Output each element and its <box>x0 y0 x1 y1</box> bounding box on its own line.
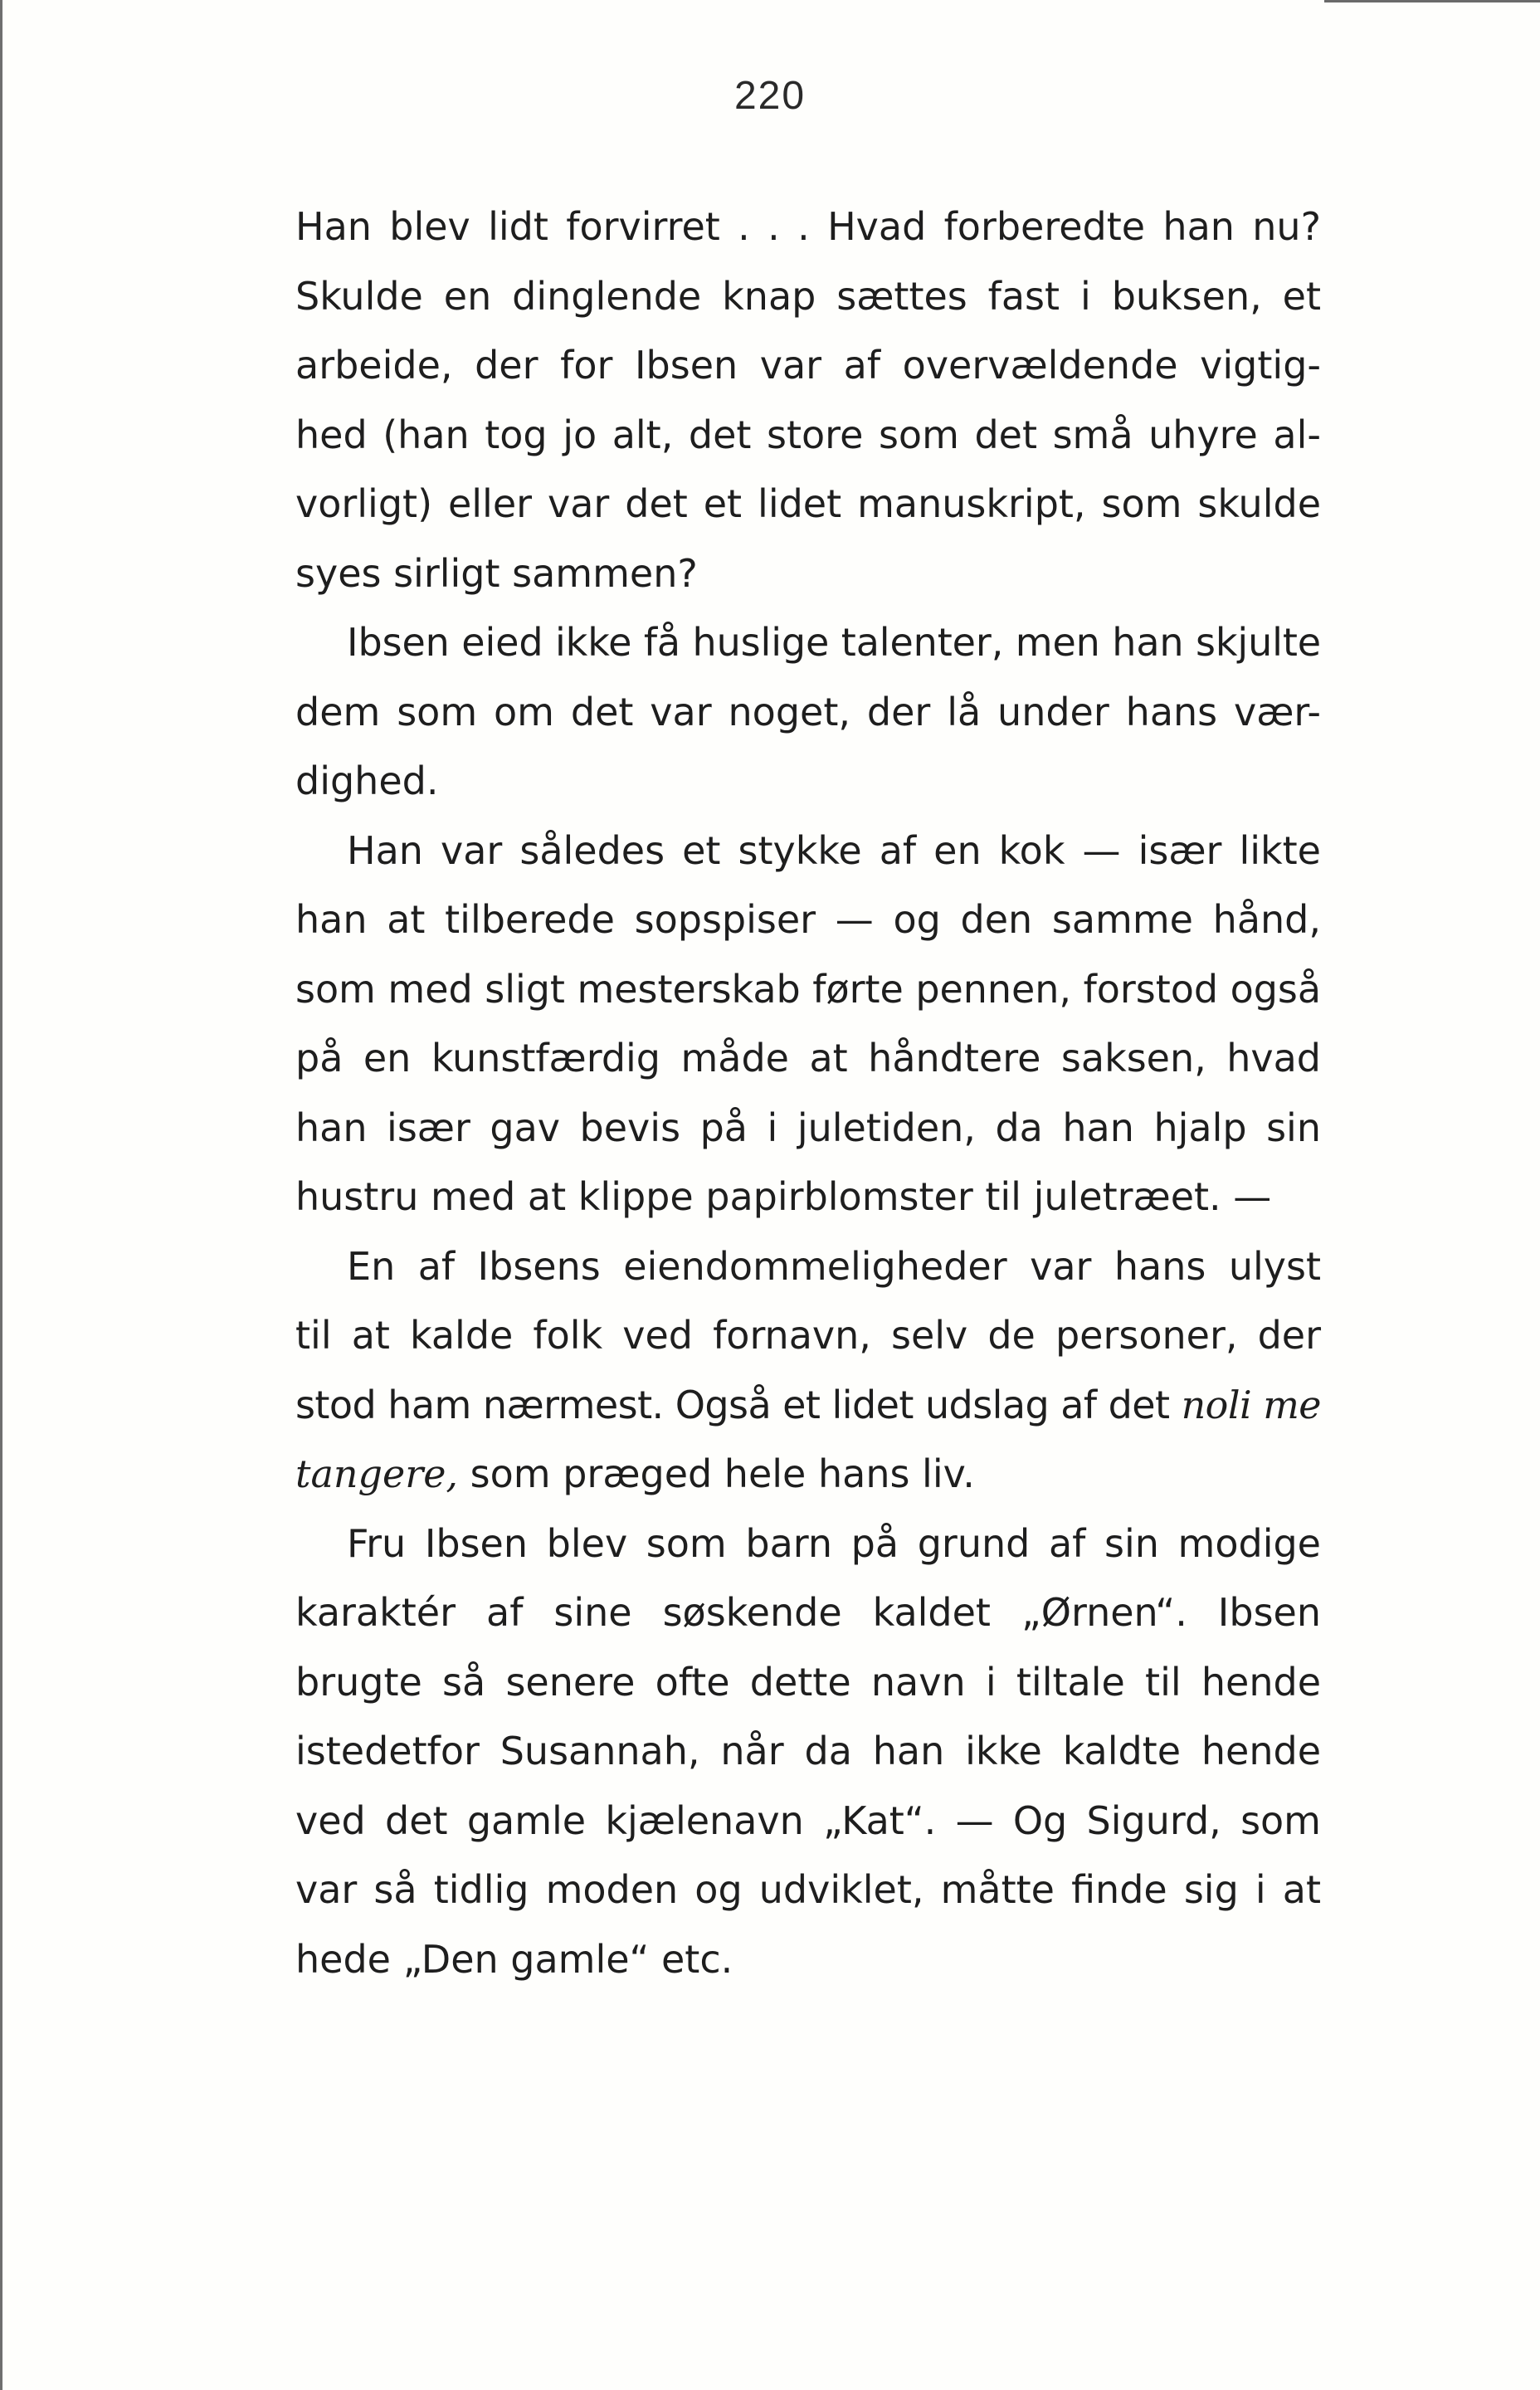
page-number: 220 <box>733 74 807 118</box>
text-line-content <box>295 1787 1321 1856</box>
text-line-content <box>347 1510 1321 1579</box>
text-segment: Ibsen eied ikke få huslige talenter, men han skjulte <box>347 620 1321 665</box>
text-line <box>295 1787 1321 1856</box>
text-segment: karaktér af sine søskende kaldet „Ørnen“. Ibsen <box>295 1590 1321 1635</box>
text-segment: En af Ibsens eiendommeligheder var hans ulyst <box>347 1243 1321 1289</box>
text-line-content <box>295 401 1321 471</box>
text-segment: hed (han tog jo alt, det store som det små uhyre al- <box>295 412 1321 457</box>
text-segment: Fru Ibsen blev som barn på grund af sin modige <box>347 1520 1321 1566</box>
text-line <box>295 331 1321 401</box>
text-line-content <box>295 885 1321 955</box>
text-segment: Han var således et stykke af en kok — især likte <box>347 827 1321 873</box>
text-line-content <box>295 1371 1321 1441</box>
text-line-content <box>295 1925 1321 1995</box>
text-segment: var så tidlig moden og udviklet, måtte finde sig i at <box>295 1867 1321 1912</box>
page-edge-top <box>1324 0 1540 2</box>
text-line <box>295 193 1321 262</box>
text-segment: som præged hele hans liv. <box>458 1451 975 1496</box>
text-line <box>295 1371 1321 1441</box>
text-line <box>295 401 1321 471</box>
text-line <box>295 262 1321 332</box>
text-line-content <box>295 1301 1321 1371</box>
text-segment: på en kunstfærdig måde at håndtere saksen, hvad <box>295 1036 1321 1080</box>
text-segment: dighed. <box>295 758 439 803</box>
text-line <box>295 1717 1321 1787</box>
text-line <box>295 608 1321 678</box>
italic-phrase: tangere, <box>295 1451 459 1496</box>
text-segment: istedetfor Susannah, når da han ikke kaldte hende <box>295 1729 1321 1773</box>
text-segment: syes sirligt sammen? <box>295 550 698 596</box>
text-line <box>295 678 1321 748</box>
text-segment: til at kalde folk ved fornavn, selv de personer, der <box>295 1313 1321 1358</box>
text-line <box>295 1094 1321 1163</box>
text-segment: han at tilberede sopspiser — og den samme hånd, <box>295 897 1321 942</box>
italic-phrase: noli me <box>1181 1382 1321 1427</box>
text-line-content <box>295 193 1321 262</box>
text-line-content <box>295 331 1321 401</box>
text-line-content <box>295 1717 1321 1787</box>
body-text <box>295 193 1321 1994</box>
text-line-content <box>295 1648 1321 1718</box>
text-line-content <box>295 1578 1321 1648</box>
text-segment: som med sligt mesterskab førte pennen, forstod også <box>295 966 1321 1012</box>
text-segment: vorligt) eller var det et lidet manuskript, som skulde <box>295 481 1321 526</box>
text-line-content <box>295 1094 1321 1163</box>
text-line-content <box>347 608 1321 678</box>
text-segment: Skulde en dinglende knap sættes fast i buksen, et <box>295 273 1321 319</box>
text-segment: hustru med at klippe papirblomster til juletræet. — <box>295 1174 1272 1219</box>
text-line <box>295 885 1321 955</box>
text-segment: ved det gamle kjælenavn „Kat“. — Og Sigurd, som <box>295 1797 1321 1843</box>
text-segment: han især gav bevis på i juletiden, da han hjalp sin <box>295 1105 1321 1150</box>
text-line-content <box>295 539 1321 609</box>
text-segment: stod ham nærmest. Også et lidet udslag af det <box>295 1382 1182 1427</box>
text-line <box>295 1578 1321 1648</box>
text-segment: hede „Den gamle“ etc. <box>295 1936 733 1982</box>
text-segment: brugte så senere ofte dette navn i tiltale til hende <box>295 1659 1321 1705</box>
text-line-content <box>295 678 1321 748</box>
text-line-content <box>347 817 1321 886</box>
text-segment: arbeide, der for Ibsen var af overvældende vigtig- <box>295 343 1321 388</box>
text-line-content <box>295 262 1321 332</box>
text-line-content <box>295 1024 1321 1094</box>
text-line <box>295 470 1321 539</box>
text-line-content <box>295 747 1321 817</box>
text-line <box>295 1232 1321 1302</box>
text-line-content <box>295 1440 1321 1510</box>
text-line <box>295 1024 1321 1094</box>
text-line <box>295 1440 1321 1510</box>
text-line <box>295 817 1321 886</box>
text-line <box>295 1163 1321 1232</box>
text-segment: Han blev lidt forvirret . . . Hvad forberedte han nu? <box>295 204 1321 249</box>
text-line-content <box>295 955 1321 1025</box>
text-line <box>295 539 1321 609</box>
text-segment: dem som om det var noget, der lå under hans vær- <box>295 689 1321 734</box>
text-line-content <box>347 1232 1321 1302</box>
text-line-content <box>295 470 1321 539</box>
text-line <box>295 1925 1321 1995</box>
text-line <box>295 1301 1321 1371</box>
text-line <box>295 1510 1321 1579</box>
text-line <box>295 1856 1321 1925</box>
page-edge-left <box>0 0 2 2390</box>
text-line <box>295 955 1321 1025</box>
text-line-content <box>295 1856 1321 1925</box>
text-line <box>295 747 1321 817</box>
text-line <box>295 1648 1321 1718</box>
text-line-content <box>295 1163 1321 1232</box>
